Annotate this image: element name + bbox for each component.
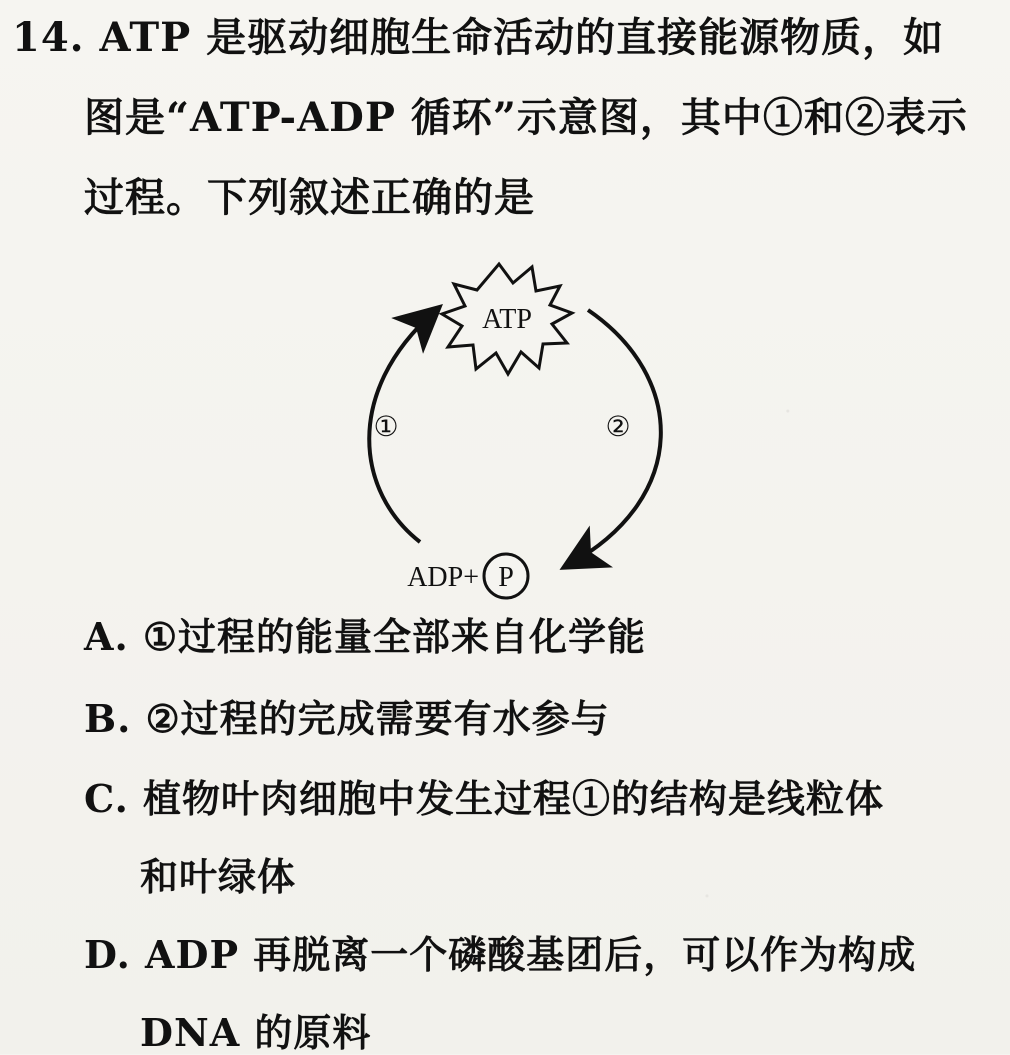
option-d-line-1: D. ADP 再脱离一个磷酸基团后，可以作为构成 [84,932,917,977]
atp-label: ATP [482,304,532,335]
option-d-line-2: DNA 的原料 [140,1010,372,1055]
process-1-label: ① [373,412,399,443]
cycle-svg [338,252,688,602]
option-c-line-2: 和叶绿体 [140,854,297,899]
option-a: A. ①过程的能量全部来自化学能 [84,614,647,659]
atp-starburst [442,264,572,374]
question-line-3: 过程。下列叙述正确的是 [84,174,535,221]
question-line-2: 图是“ATP-ADP 循环”示意图，其中①和②表示 [84,94,968,141]
option-b: B. ②过程的完成需要有水参与 [84,696,610,741]
question-line-1: 14. ATP 是驱动细胞生命活动的直接能源物质，如 [12,14,945,61]
phosphate-label: P [498,562,514,593]
atp-adp-cycle-diagram [338,252,688,602]
process-2-label: ② [605,412,631,443]
adp-label: ADP+ [407,562,479,593]
option-c-line-1: C. 植物叶肉细胞中发生过程①的结构是线粒体 [84,776,885,821]
